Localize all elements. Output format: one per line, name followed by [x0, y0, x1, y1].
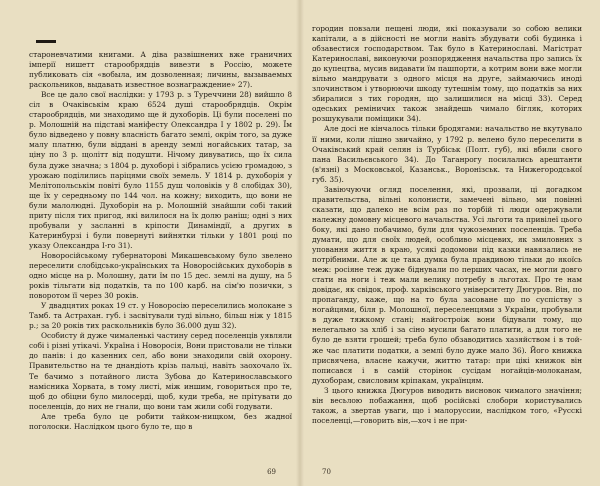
right-page	[300, 0, 600, 486]
paragraph: Особисту й дуже чималенькі частину серед поселенців уявляли собі і різні утікачі. Україна і Новоросія, Вони пристовали не тільки до панів: і до казенних сел, або вони знаходили свій охорону. Правительство на те днандіоть крізь пальці, навіть заохочало їх. Те бачимо з потайного листа Зубова до Катеринославського намісника Хорвата, в тому листі, між иншим, говориться про те, щоб до обіцни було милосерді, щоб, куди треба, не прітувати до поселенців, до них не гнали, що вони там жили собі годувати.	[29, 331, 292, 411]
page-number: 69	[267, 468, 276, 476]
paragraph: городин повзали пещені люди, які показували зо собою велики капітали, а в дійсності не могли навіть збудувати собі будинка і обзавестися господарством. Так було в Катеринославі. Магістрат Катеринославі, виконуючи розпорядження начальства про запись їх до купецтва, мусив видавати їм пашпорти, а котрим вони вже могли вільно мандрувати з одного місця на друге, займаючись иноді злочинством і утворюючи шкоду тутешнім тому, що податків за них збиралися з тих городян, що залишилися на місці 33). Серед одеських реміничих також знайдешь чимало бігляк, которих розшукували поміщики 34).	[312, 24, 582, 124]
paragraph: Новоросійському губернаторові Микашевському було звелено переселити слобідсько-українських та Новоросійських духоборів в одно місце на р. Молошну, дати їм по 15 дес. землі на душу, на 5 років тільгати від податків, та по 100 карб. на сім'ю позички, з поворотом її через 30 років.	[29, 250, 292, 301]
paragraph: Але треба було це робити тайком-нищком, без жадної поголоски. Наслідком цього було те, що в	[29, 411, 292, 431]
paragraph: Все це дало свої наслідки: у 1793 р. з Туреччини 28) вийшло 8 сіл в Очаківськім краю 6524 душі старообрядців. Окрім старообрядців, ми знаходимо ще й духоборів. Ці були поселені по р. Молошній на підставі маніфесту Олександра І у 1802 р. 29). Їм було відведено у повну власність багато землі, окрім того, за дуже малу платню, були віддані в аренду землі ногайських татар, за ціну по 3 р. щолітт від подушти. Нічому дивуватись, що їх сила була дуже значна; з 1804 р. духоборі і зібрались усією громадою, з урожаю поділились паріцями своїх земель. У 1814 р. духоборія у Мелітопольськім повіті було 1155 душ чоловіків у 8 слобідах 30), ще їх у середньому по 144 чол. на кожну; виходить, що вони не були малолюдні. Духоборія на р. Молошній знайшли собі такий приту після тих пригод, які вилилося на їх долю раніш; одні з них пробували у засланні в кріпости Динаміндії, а других в Катеринбурзі і були повернуті вийнятки тільки у 1801 році по указу Олександра І-го 31).	[29, 90, 292, 250]
left-text-column	[29, 50, 292, 460]
paragraph: староневчатими книгами. А діва развішнених вже граничних імперії нишетт старообрядців вивезти в Россію, можете публиковать сія «вобыла, им дозволенная; личины, вызываемых раскольников, выдавать известное вознаграждение» 27).	[29, 50, 292, 90]
paragraph: У двадцятих роках 19 ст. у Новоросію переселились молокане з Тамб. та Астрахан. губ. і засвітували туді вільно, більш ніж у 1815 р.; за 20 років тих раскольників було 36.000 душ 32).	[29, 301, 292, 331]
page-number: 70	[322, 468, 331, 476]
paragraph: Але досі не кінчалось тільки бродягами: начальство не вкутувало її ними, коли лішно звичайно, у 1792 р. велено було переселити в Очаківський край селян із Турбіськ (Полт. губ), які вбили свого пана Васильєвського 34). До Таганрогу посилались арештанти (в'язні) з Московської, Казанськ., Воронізськ. та Нижегородської губ. 35).	[312, 124, 582, 184]
paragraph: Завіючуючи огляд поселення, які, прозвали, ці догадком правительства, вільні колонисти, замечені вільно, ми повінні сказати, що далеко не всім раз по торбій ті люди одержували належну домовну місцевого начальства. Усі льготи та привілеї цього боку, які дано побачимо, були для чужоземних поселенців. Треба думати, що для своїх людей, особливо місцевих, як змиловних з уповання життя в краю, усякі додомови під казки навязались не потрібними. Але ж це така думка була правдивою тільки до якоїсь меж: росіяне теж дуже біднували по перших часах, не могли довго стати на ноги і теж мали велику потребу в льготах. Про те нам довідає, як свідок, проф. харківського університету Дюгуров. Він, по пропаганду, каже, що на то була засоване що по суспіству з ногайцями, біля р. Молошної, переселенцями з України, пробували в дуже тяжкому стані; найгостроіж вони бідували тому, що нелегально за хліб і за сіно мусили багато платити, а для того не було де взяти грошей; треба було обзаводитись хазяйством і в той-же час платити податки, а землі було дуже мало 36). Його книжка присвячена, власне кажучи, життю татар: при цікі книжок він пописався і в самій сторінок сусідам ногайців-молоканам, духоборам, свисловим кріпакам, українцям.	[312, 184, 582, 385]
right-text-column	[312, 24, 582, 460]
paragraph: З цього книжка Дюгуров виводить висновок чималого значіння; він весьлою побажання, щоб російські слобори користувались також, а звертав уваги, що і малоруссии, наслідком того, «Русскі поселенці,—говорить він,—хоч і не при-	[312, 385, 582, 425]
header-rule	[36, 40, 56, 43]
